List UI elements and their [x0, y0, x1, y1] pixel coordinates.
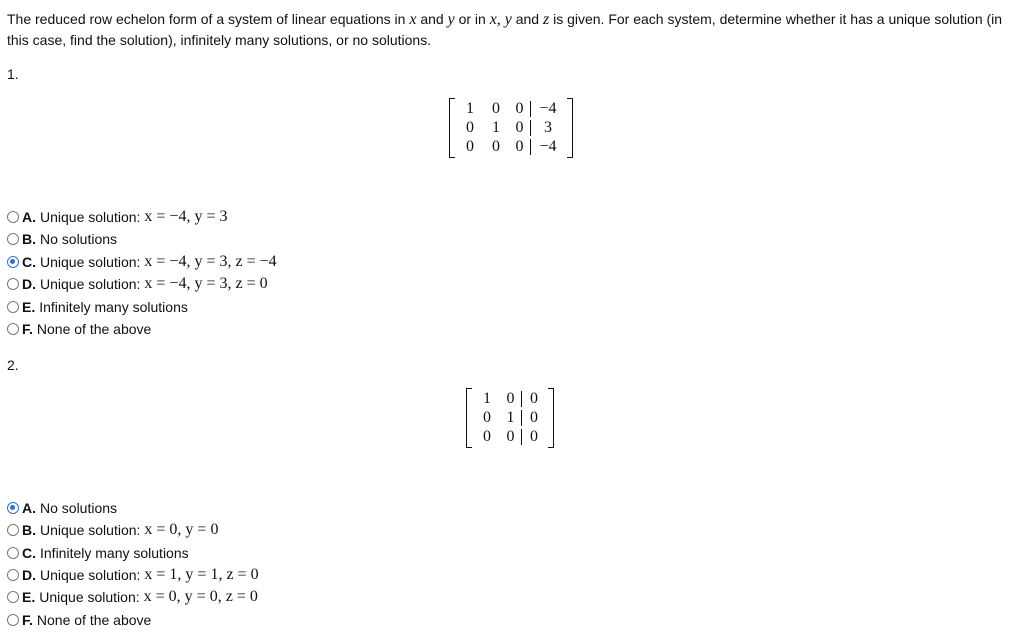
right-bracket: [548, 388, 554, 448]
matrix-cell: 0: [492, 100, 500, 117]
q2-option-f[interactable]: [7, 610, 151, 630]
matrix-cell: 3: [544, 119, 552, 136]
matrix-cell: 0: [483, 409, 491, 426]
instructions: [7, 9, 1012, 50]
matrix-cell: 0: [509, 101, 531, 117]
radio-button[interactable]: [7, 614, 19, 626]
q1-option-f[interactable]: [7, 319, 151, 339]
option-letter: F.: [22, 321, 33, 337]
radio-button-selected[interactable]: [7, 256, 19, 268]
q2-option-c[interactable]: [7, 543, 189, 563]
radio-button[interactable]: [7, 278, 19, 290]
option-letter: A.: [22, 209, 36, 225]
option-letter: D.: [22, 276, 36, 292]
option-math: x = −4, y = 3, z = −4: [144, 253, 277, 270]
instructions-text: and: [511, 11, 543, 27]
matrix-cell: 1: [492, 119, 500, 136]
option-text: Infinitely many solutions: [40, 545, 189, 561]
q1-option-c[interactable]: [7, 252, 277, 272]
right-bracket: [567, 98, 573, 158]
q2-option-d[interactable]: [7, 565, 259, 585]
option-letter: F.: [22, 612, 33, 628]
option-letter: A.: [22, 500, 36, 516]
option-text: Unique solution:: [40, 276, 141, 292]
option-text: None of the above: [36, 321, 152, 337]
matrix-cell: 1: [483, 390, 491, 407]
radio-button-selected[interactable]: [7, 502, 19, 514]
option-text: Unique solution:: [40, 567, 141, 583]
matrix-cell: 0: [500, 429, 522, 445]
augmented-matrix-2: [466, 388, 554, 448]
matrix-cell: 0: [500, 391, 522, 407]
option-text: Infinitely many solutions: [39, 299, 188, 315]
augmented-matrix-1: [449, 98, 573, 158]
option-math: x = −4, y = 3: [144, 208, 228, 225]
matrix-cell: −4: [539, 100, 557, 117]
radio-button[interactable]: [7, 591, 19, 603]
matrix-cell: 0: [530, 390, 538, 407]
radio-button[interactable]: [7, 233, 19, 245]
option-text: No solutions: [40, 500, 118, 516]
option-text: Unique solution:: [40, 209, 141, 225]
radio-button[interactable]: [7, 569, 19, 581]
matrix-cell: 0: [509, 120, 531, 136]
instructions-text: or in: [454, 11, 490, 27]
var-y: y: [504, 11, 512, 28]
option-letter: E.: [22, 589, 36, 605]
q1-option-a[interactable]: [7, 207, 227, 227]
option-letter: B.: [22, 522, 36, 538]
option-letter: E.: [22, 299, 36, 315]
q1-option-b[interactable]: [7, 229, 117, 249]
question-number: 2.: [7, 357, 19, 373]
matrix-cell: 0: [530, 428, 538, 445]
option-math: x = 1, y = 1, z = 0: [144, 566, 259, 583]
var-z: z: [542, 11, 550, 28]
option-text: None of the above: [36, 612, 152, 628]
q2-option-b[interactable]: [7, 520, 218, 540]
q1-option-d[interactable]: [7, 274, 268, 294]
instructions-text: and: [416, 11, 448, 27]
option-text: No solutions: [40, 231, 118, 247]
matrix-cell: −4: [539, 138, 557, 155]
radio-button[interactable]: [7, 301, 19, 313]
matrix-cell: 1: [500, 410, 522, 426]
var-x: x: [409, 11, 417, 28]
var-x: x,: [489, 11, 501, 28]
q2-option-e[interactable]: [7, 587, 258, 607]
matrix-cell: 0: [530, 409, 538, 426]
option-text: Unique solution:: [39, 589, 140, 605]
option-letter: B.: [22, 231, 36, 247]
option-text: Unique solution:: [40, 254, 141, 270]
radio-button[interactable]: [7, 524, 19, 536]
option-letter: C.: [22, 545, 36, 561]
matrix-cell: 0: [483, 428, 491, 445]
radio-button[interactable]: [7, 211, 19, 223]
option-math: x = 0, y = 0, z = 0: [143, 588, 258, 605]
option-math: x = 0, y = 0: [144, 521, 219, 538]
instructions-text: is given. For each system, determine whether it has a unique solution (in this case, find the solution), infinitely many solutions, or no solutions.: [7, 11, 1003, 48]
q1-option-e[interactable]: [7, 297, 188, 317]
q2-option-a[interactable]: [7, 498, 117, 518]
option-text: Unique solution:: [40, 522, 141, 538]
matrix-cell: 0: [492, 138, 500, 155]
question-number: 1.: [7, 66, 19, 82]
option-letter: C.: [22, 254, 36, 270]
matrix-cell: 0: [466, 138, 474, 155]
option-letter: D.: [22, 567, 36, 583]
matrix-cell: 0: [509, 139, 531, 155]
var-y: y: [447, 11, 455, 28]
matrix-cell: 1: [466, 100, 474, 117]
radio-button[interactable]: [7, 323, 19, 335]
matrix-cell: 0: [466, 119, 474, 136]
instructions-text: The reduced row echelon form of a system of linear equations in: [7, 11, 410, 27]
radio-button[interactable]: [7, 547, 19, 559]
option-math: x = −4, y = 3, z = 0: [144, 275, 268, 292]
